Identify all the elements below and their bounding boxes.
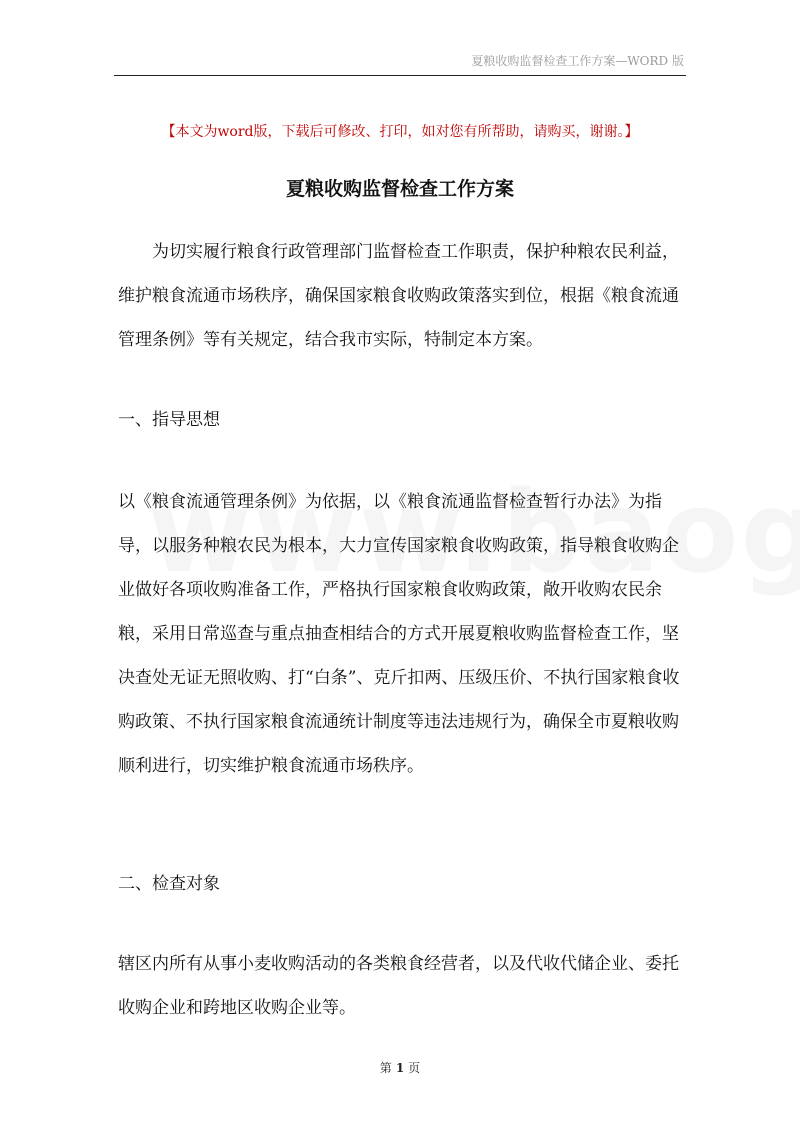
section-heading-block-2 — [118, 862, 688, 906]
footer-prefix: 第 — [379, 1061, 392, 1075]
guiding-paragraph: 以《粮食流通管理条例》为依据，以《粮食流通监督检查暂行办法》为指导，以服务种粮农民为根本，大力宣传国家粮食收购政策，指导粮食收购企业做好各项收购准备工作，严格执行国家粮食收购政策，敞开收购农民余粮，采用日常巡查与重点抽查相结合的方式开展夏粮收购监督检查工作，坚决查处无证无照收购、打“白条”、克斤扣两、压级压价、不执行国家粮食收购政策、不执行国家粮食流通统计制度等违法违规行为，确保全市夏粮收购顺利进行，切实维护粮食流通市场秩序。 — [118, 492, 680, 776]
header-divider — [114, 75, 686, 76]
page-footer — [0, 1059, 800, 1076]
targets-paragraph-block — [118, 942, 688, 1030]
purchase-notice: 【本文为word版，下载后可修改、打印，如对您有所帮助，请购买，谢谢。】 — [161, 124, 639, 140]
guiding-paragraph-block — [118, 480, 688, 788]
running-header: 夏粮收购监督检查工作方案—WORD 版 — [471, 54, 684, 68]
footer-suffix: 页 — [408, 1061, 421, 1075]
page-number: 1 — [395, 1061, 405, 1075]
targets-paragraph: 辖区内所有从事小麦收购活动的各类粮食经营者，以及代收代储企业、委托收购企业和跨地区收购企业等。 — [118, 954, 679, 1018]
intro-paragraph-block — [118, 230, 688, 362]
section-heading-block — [118, 398, 688, 442]
intro-paragraph: 为切实履行粮食行政管理部门监督检查工作职责，保护种粮农民利益，维护粮食流通市场秩序，确保国家粮食收购政策落实到位，根据《粮食流通管理条例》等有关规定，结合我市实际，特制定本方案。 — [118, 242, 679, 350]
document-title: 夏粮收购监督检查工作方案 — [285, 178, 514, 200]
section-heading-inspection-targets: 二、检查对象 — [118, 874, 220, 894]
section-heading-guiding-ideology: 一、指导思想 — [118, 410, 220, 430]
